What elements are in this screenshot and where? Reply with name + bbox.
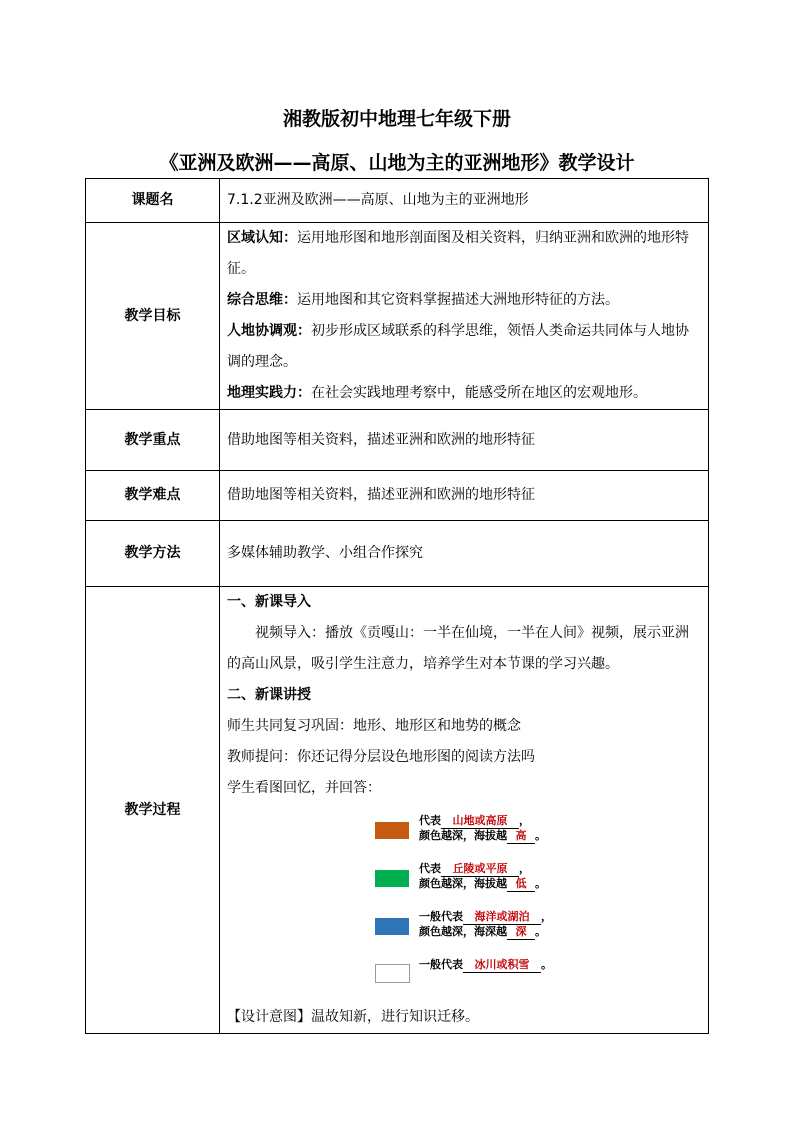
table-row xyxy=(86,223,709,410)
goal-text: 运用地形图和地形剖面图及相关资料，归纳亚洲和欧洲的地形特征。 xyxy=(227,230,689,277)
legend-end: 。 xyxy=(535,877,546,890)
legend-end: 。 xyxy=(535,829,546,842)
goals-label: 教学目标 xyxy=(86,223,220,410)
key-points-label: 教学重点 xyxy=(86,410,220,471)
legend-end: 。 xyxy=(535,925,546,938)
legend-text xyxy=(419,814,546,844)
legend-text xyxy=(419,958,552,973)
process-line: 师生共同复习巩固：地形、地形区和地势的概念 xyxy=(227,718,521,734)
goal-item xyxy=(227,378,702,409)
legend-answer: 冰川或积雪 xyxy=(463,958,541,973)
process-line: 学生看图回忆，并回答： xyxy=(227,780,381,796)
topic-value: 7.1.2亚洲及欧洲——高原、山地为主的亚洲地形 xyxy=(220,179,709,223)
process-cell xyxy=(220,587,709,1034)
process-line: 教师提问：你还记得分层设色地形图的阅读方法吗 xyxy=(227,749,535,765)
design-intent: 【设计意图】温故知新，进行知识迁移。 xyxy=(227,1009,479,1025)
legend-text xyxy=(419,910,552,940)
lesson-plan-table xyxy=(85,178,709,1034)
goal-key: 地理实践力： xyxy=(227,385,311,401)
white-swatch xyxy=(375,964,410,983)
section-heading: 一、新课导入 xyxy=(227,594,311,610)
goal-text: 运用地图和其它资料掌握描述大洲地形特征的方法。 xyxy=(297,292,619,308)
methods-value: 多媒体辅助教学、小组合作探究 xyxy=(220,521,709,587)
legend-comma: ， xyxy=(519,814,530,827)
legend-prefix: 一般代表 xyxy=(419,910,463,923)
legend-answer: 丘陵或平原 xyxy=(441,862,519,877)
legend-line2: 颜色越深，海拔越 xyxy=(419,829,507,842)
legend-text xyxy=(419,862,546,892)
table-row xyxy=(86,521,709,587)
topic-label: 课题名 xyxy=(86,179,220,223)
legend-comma: ， xyxy=(519,862,530,875)
document-title: 湘教版初中地理七年级下册 xyxy=(282,108,511,130)
section-heading: 二、新课讲授 xyxy=(227,687,311,703)
difficulties-label: 教学难点 xyxy=(86,471,220,521)
legend-prefix: 代表 xyxy=(419,814,441,827)
terrain-color-legend xyxy=(227,814,702,1002)
legend-answer: 海洋或湖泊 xyxy=(463,910,541,925)
table-row xyxy=(86,587,709,1034)
legend-answer: 高 xyxy=(507,829,535,844)
green-swatch xyxy=(375,870,409,887)
goal-item xyxy=(227,223,702,285)
goal-text: 初步形成区域联系的科学思维，领悟人类命运共同体与人地协调的理念。 xyxy=(227,323,689,370)
goals-cell xyxy=(220,223,709,410)
legend-prefix: 代表 xyxy=(419,862,441,875)
legend-end: 。 xyxy=(541,958,552,971)
key-points-value: 借助地图等相关资料，描述亚洲和欧洲的地形特征 xyxy=(220,410,709,471)
legend-answer: 低 xyxy=(507,877,535,892)
legend-comma: ， xyxy=(541,910,552,923)
table-row xyxy=(86,410,709,471)
brown-swatch xyxy=(375,822,409,839)
difficulties-value: 借助地图等相关资料，描述亚洲和欧洲的地形特征 xyxy=(220,471,709,521)
process-label: 教学过程 xyxy=(86,587,220,1034)
goal-item xyxy=(227,285,702,316)
legend-prefix: 一般代表 xyxy=(419,958,463,971)
goal-text: 在社会实践地理考察中，能感受所在地区的宏观地形。 xyxy=(311,385,647,401)
goal-item xyxy=(227,316,702,378)
legend-answer: 山地或高原 xyxy=(441,814,519,829)
document-subtitle: 《亚洲及欧洲——高原、山地为主的亚洲地形》教学设计 xyxy=(159,152,635,174)
goal-key: 综合思维： xyxy=(227,292,297,308)
section-paragraph: 视频导入：播放《贡嘎山：一半在仙境，一半在人间》视频，展示亚洲的高山风景，吸引学生注意力，培养学生对本节课的学习兴趣。 xyxy=(227,625,689,672)
goal-key: 区域认知： xyxy=(227,230,297,246)
legend-line2: 颜色越深，海深越 xyxy=(419,925,507,938)
blue-swatch xyxy=(375,918,409,935)
table-row xyxy=(86,179,709,223)
goal-key: 人地协调观： xyxy=(227,323,311,339)
legend-line2: 颜色越深，海拔越 xyxy=(419,877,507,890)
legend-answer: 深 xyxy=(507,925,535,940)
table-row xyxy=(86,471,709,521)
methods-label: 教学方法 xyxy=(86,521,220,587)
